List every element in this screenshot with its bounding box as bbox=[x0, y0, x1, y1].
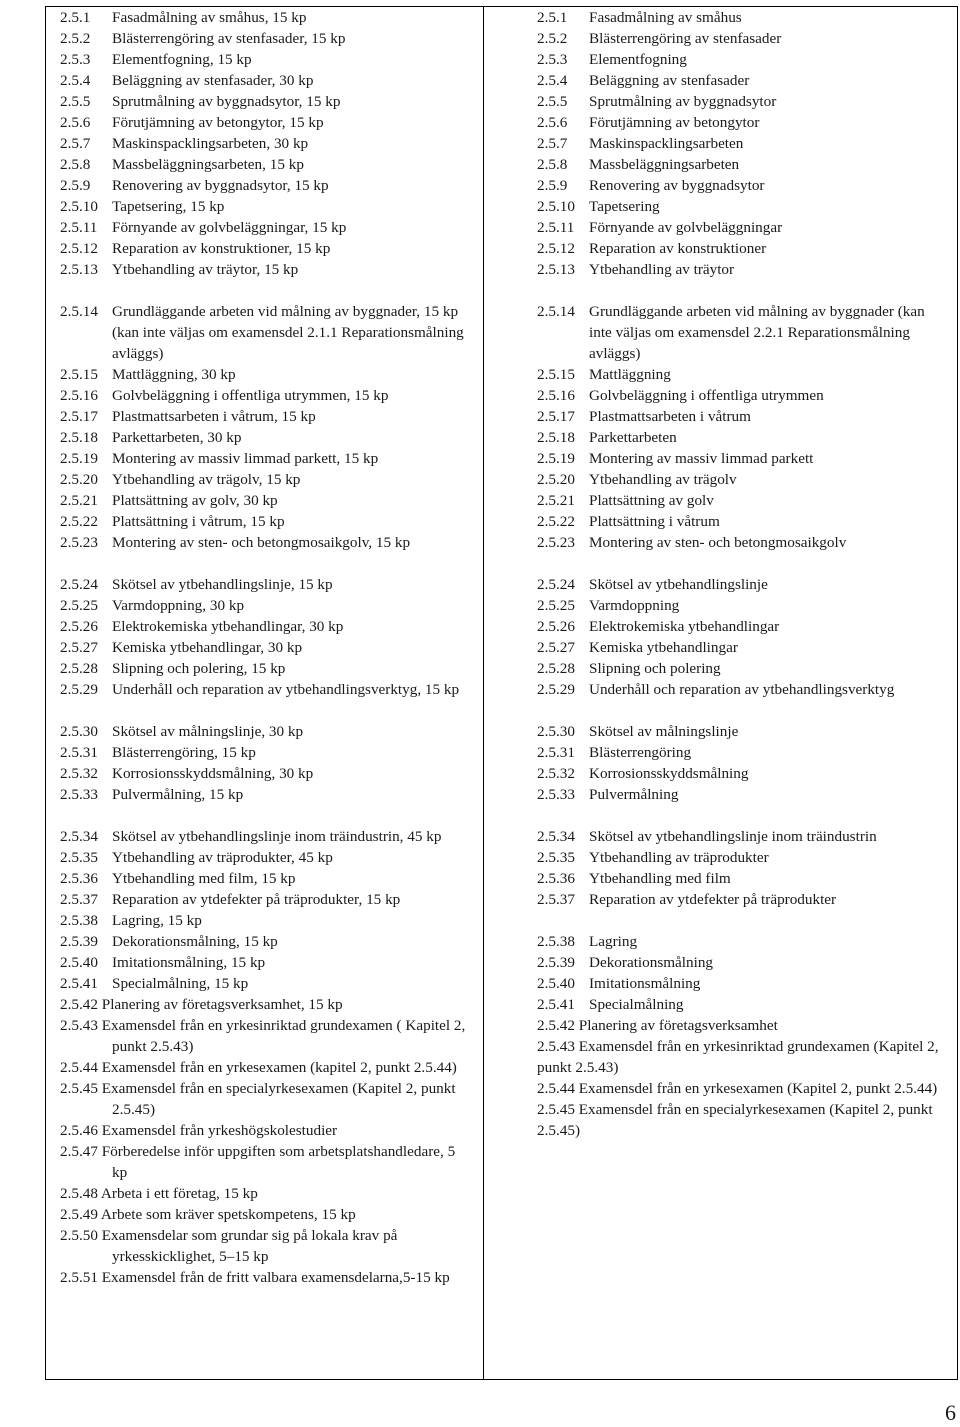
module-row bbox=[60, 889, 472, 910]
module-number: 2.5.5 bbox=[60, 93, 91, 110]
module-row bbox=[60, 1078, 472, 1120]
module-number: 2.5.34 bbox=[537, 828, 575, 845]
module-title: Varmdoppning bbox=[589, 597, 680, 614]
module-title: Golvbeläggning i offentliga utrymmen bbox=[589, 387, 824, 404]
module-row bbox=[537, 427, 947, 448]
module-row bbox=[60, 1015, 472, 1057]
module-number: 2.5.7 bbox=[537, 135, 568, 152]
module-row bbox=[60, 133, 472, 154]
module-row bbox=[60, 49, 472, 70]
module-number: 2.5.36 bbox=[537, 870, 575, 887]
module-number: 2.5.21 bbox=[537, 492, 575, 509]
module-number: 2.5.22 bbox=[60, 513, 98, 530]
column-divider bbox=[483, 6, 484, 1380]
module-number: 2.5.28 bbox=[60, 660, 98, 677]
module-text: 2.5.48 Arbeta i ett företag, 15 kp bbox=[60, 1185, 258, 1202]
module-row bbox=[60, 910, 472, 931]
module-title: Renovering av byggnadsytor bbox=[589, 177, 765, 194]
module-title: Kemiska ytbehandlingar, 30 kp bbox=[112, 639, 303, 656]
module-number: 2.5.38 bbox=[60, 912, 98, 929]
section-gap bbox=[537, 700, 947, 721]
module-title: Elektrokemiska ytbehandlingar bbox=[589, 618, 780, 635]
module-row bbox=[60, 406, 472, 427]
module-title: Montering av sten- och betongmosaikgolv bbox=[589, 534, 847, 551]
module-title: Pulvermålning, 15 kp bbox=[112, 786, 244, 803]
module-number: 2.5.29 bbox=[60, 681, 98, 698]
module-row bbox=[60, 574, 472, 595]
module-number: 2.5.18 bbox=[537, 429, 575, 446]
module-row bbox=[537, 637, 947, 658]
module-row bbox=[537, 679, 947, 700]
module-row bbox=[60, 1183, 472, 1204]
module-row bbox=[60, 1204, 472, 1225]
module-row bbox=[60, 91, 472, 112]
module-row bbox=[537, 889, 947, 910]
module-number: 2.5.27 bbox=[537, 639, 575, 656]
module-row bbox=[537, 112, 947, 133]
module-title: Sprutmålning av byggnadsytor, 15 kp bbox=[112, 93, 341, 110]
module-number: 2.5.32 bbox=[60, 765, 98, 782]
module-row bbox=[60, 784, 472, 805]
module-row bbox=[60, 952, 472, 973]
module-number: 2.5.6 bbox=[60, 114, 91, 131]
module-title: Lagring bbox=[589, 933, 638, 950]
module-row bbox=[60, 511, 472, 532]
module-row bbox=[537, 973, 947, 994]
module-title: Sprutmålning av byggnadsytor bbox=[589, 93, 777, 110]
module-title: Ytbehandling av trägolv, 15 kp bbox=[112, 471, 301, 488]
module-row bbox=[537, 721, 947, 742]
module-number: 2.5.31 bbox=[60, 744, 98, 761]
module-row bbox=[60, 217, 472, 238]
section-gap bbox=[537, 280, 947, 301]
module-number: 2.5.18 bbox=[60, 429, 98, 446]
module-title: Parkettarbeten, 30 kp bbox=[112, 429, 242, 446]
module-title: Golvbeläggning i offentliga utrymmen, 15 kp bbox=[112, 387, 389, 404]
module-number: 2.5.6 bbox=[537, 114, 568, 131]
module-number: 2.5.7 bbox=[60, 135, 91, 152]
module-row bbox=[537, 70, 947, 91]
module-title: Montering av massiv limmad parkett, 15 kp bbox=[112, 450, 379, 467]
section-gap bbox=[60, 553, 472, 574]
module-row bbox=[60, 1057, 472, 1078]
right-column bbox=[537, 7, 947, 1141]
module-number: 2.5.10 bbox=[60, 198, 98, 215]
module-text: 2.5.47 Förberedelse inför uppgiften som arbetsplatshandledare, 5 kp bbox=[60, 1143, 456, 1181]
module-row bbox=[537, 28, 947, 49]
module-row bbox=[537, 91, 947, 112]
module-title: Tapetsering bbox=[589, 198, 660, 215]
module-row bbox=[60, 154, 472, 175]
module-row bbox=[60, 532, 472, 553]
module-title: Blästerrengöring, 15 kp bbox=[112, 744, 256, 761]
module-row bbox=[537, 385, 947, 406]
module-row bbox=[60, 637, 472, 658]
module-row bbox=[60, 721, 472, 742]
module-row bbox=[537, 448, 947, 469]
module-row bbox=[537, 133, 947, 154]
module-title: Blästerrengöring av stenfasader bbox=[589, 30, 782, 47]
module-number: 2.5.14 bbox=[60, 303, 98, 320]
module-row bbox=[60, 490, 472, 511]
module-row bbox=[537, 658, 947, 679]
module-title: Ytbehandling med film, 15 kp bbox=[112, 870, 296, 887]
module-number: 2.5.20 bbox=[60, 471, 98, 488]
module-row bbox=[537, 868, 947, 889]
module-row bbox=[537, 154, 947, 175]
module-number: 2.5.17 bbox=[60, 408, 98, 425]
module-number: 2.5.36 bbox=[60, 870, 98, 887]
module-number: 2.5.3 bbox=[60, 51, 91, 68]
module-number: 2.5.35 bbox=[537, 849, 575, 866]
module-number: 2.5.19 bbox=[537, 450, 575, 467]
module-row bbox=[537, 1015, 947, 1036]
module-title: Mattläggning bbox=[589, 366, 671, 383]
module-title: Elektrokemiska ytbehandlingar, 30 kp bbox=[112, 618, 344, 635]
module-text: 2.5.42 Planering av företagsverksamhet, 15 kp bbox=[60, 996, 343, 1013]
module-title: Ytbehandling av trägolv bbox=[589, 471, 737, 488]
module-title: Blästerrengöring av stenfasader, 15 kp bbox=[112, 30, 346, 47]
module-number: 2.5.41 bbox=[537, 996, 575, 1013]
module-row bbox=[60, 1225, 472, 1267]
module-row bbox=[60, 868, 472, 889]
module-title: Imitationsmålning bbox=[589, 975, 701, 992]
module-number: 2.5.24 bbox=[537, 576, 575, 593]
module-title: Specialmålning, 15 kp bbox=[112, 975, 249, 992]
module-title: Plattsättning i våtrum, 15 kp bbox=[112, 513, 285, 530]
module-title: Elementfogning, 15 kp bbox=[112, 51, 252, 68]
module-row bbox=[537, 217, 947, 238]
module-number: 2.5.30 bbox=[537, 723, 575, 740]
module-number: 2.5.23 bbox=[60, 534, 98, 551]
module-number: 2.5.28 bbox=[537, 660, 575, 677]
module-row bbox=[60, 28, 472, 49]
module-row bbox=[537, 490, 947, 511]
module-number: 2.5.11 bbox=[60, 219, 98, 236]
module-row bbox=[60, 196, 472, 217]
module-number: 2.5.37 bbox=[537, 891, 575, 908]
module-row bbox=[60, 70, 472, 91]
module-row bbox=[537, 469, 947, 490]
module-number: 2.5.39 bbox=[537, 954, 575, 971]
module-title: Ytbehandling av träytor bbox=[589, 261, 735, 278]
module-number: 2.5.19 bbox=[60, 450, 98, 467]
module-text: 2.5.50 Examensdelar som grundar sig på lokala krav på yrkesskicklighet, 5–15 kp bbox=[60, 1227, 398, 1265]
module-text: 2.5.43 Examensdel från en yrkesinriktad grundexamen ( Kapitel 2, punkt 2.5.43) bbox=[60, 1017, 466, 1055]
module-title: Pulvermålning bbox=[589, 786, 679, 803]
module-title: Beläggning av stenfasader bbox=[589, 72, 750, 89]
module-number: 2.5.24 bbox=[60, 576, 98, 593]
module-row bbox=[60, 847, 472, 868]
module-number: 2.5.29 bbox=[537, 681, 575, 698]
module-title: Förutjämning av betongytor, 15 kp bbox=[112, 114, 324, 131]
module-row bbox=[60, 1267, 472, 1288]
module-text: 2.5.42 Planering av företagsverksamhet bbox=[537, 1017, 778, 1034]
module-row bbox=[60, 427, 472, 448]
module-title: Skötsel av ytbehandlingslinje bbox=[589, 576, 768, 593]
module-title: Elementfogning bbox=[589, 51, 687, 68]
section-gap bbox=[60, 700, 472, 721]
module-row bbox=[60, 931, 472, 952]
module-row bbox=[537, 7, 947, 28]
module-title: Mattläggning, 30 kp bbox=[112, 366, 236, 383]
module-text: 2.5.51 Examensdel från de fritt valbara examensdelarna,5-15 kp bbox=[60, 1269, 450, 1286]
module-text: 2.5.44 Examensdel från en yrkesexamen (Kapitel 2, punkt 2.5.44) bbox=[537, 1080, 938, 1097]
module-title: Slipning och polering bbox=[589, 660, 721, 677]
module-number: 2.5.16 bbox=[60, 387, 98, 404]
module-row bbox=[60, 469, 472, 490]
module-row bbox=[60, 364, 472, 385]
module-number: 2.5.33 bbox=[60, 786, 98, 803]
module-number: 2.5.9 bbox=[537, 177, 568, 194]
module-number: 2.5.38 bbox=[537, 933, 575, 950]
module-row bbox=[537, 826, 947, 847]
module-number: 2.5.14 bbox=[537, 303, 575, 320]
section-gap bbox=[60, 280, 472, 301]
module-text: 2.5.43 Examensdel från en yrkesinriktad grundexamen (Kapitel 2, punkt 2.5.43) bbox=[537, 1038, 939, 1076]
module-number: 2.5.15 bbox=[60, 366, 98, 383]
module-title: Grundläggande arbeten vid målning av byggnader (kan inte väljas om examensdel 2.2.1 Reparationsmålning avläggs) bbox=[589, 303, 925, 362]
module-title: Ytbehandling av träytor, 15 kp bbox=[112, 261, 299, 278]
module-number: 2.5.30 bbox=[60, 723, 98, 740]
module-row bbox=[60, 616, 472, 637]
module-row bbox=[537, 847, 947, 868]
module-row bbox=[60, 301, 472, 364]
module-title: Reparation av konstruktioner, 15 kp bbox=[112, 240, 331, 257]
module-title: Tapetsering, 15 kp bbox=[112, 198, 225, 215]
module-title: Montering av massiv limmad parkett bbox=[589, 450, 814, 467]
module-title: Blästerrengöring bbox=[589, 744, 692, 761]
module-row bbox=[537, 784, 947, 805]
section-gap bbox=[537, 805, 947, 826]
module-row bbox=[537, 1099, 947, 1141]
module-number: 2.5.2 bbox=[537, 30, 568, 47]
module-number: 2.5.11 bbox=[537, 219, 575, 236]
module-text: 2.5.46 Examensdel från yrkeshögskolestudier bbox=[60, 1122, 338, 1139]
module-number: 2.5.26 bbox=[60, 618, 98, 635]
module-text: 2.5.49 Arbete som kräver spetskompetens, 15 kp bbox=[60, 1206, 356, 1223]
module-row bbox=[537, 616, 947, 637]
module-number: 2.5.41 bbox=[60, 975, 98, 992]
module-text: 2.5.45 Examensdel från en specialyrkesexamen (Kapitel 2, punkt 2.5.45) bbox=[537, 1101, 933, 1139]
module-title: Skötsel av ytbehandlingslinje, 15 kp bbox=[112, 576, 333, 593]
module-row bbox=[60, 595, 472, 616]
module-row bbox=[537, 175, 947, 196]
module-title: Ytbehandling av träprodukter, 45 kp bbox=[112, 849, 333, 866]
module-row bbox=[537, 364, 947, 385]
module-number: 2.5.39 bbox=[60, 933, 98, 950]
module-row bbox=[60, 679, 472, 700]
module-title: Plastmattsarbeten i våtrum, 15 kp bbox=[112, 408, 316, 425]
section-gap bbox=[60, 805, 472, 826]
module-row bbox=[60, 112, 472, 133]
module-title: Montering av sten- och betongmosaikgolv, 15 kp bbox=[112, 534, 411, 551]
module-title: Lagring, 15 kp bbox=[112, 912, 202, 929]
module-number: 2.5.22 bbox=[537, 513, 575, 530]
module-number: 2.5.10 bbox=[537, 198, 575, 215]
module-title: Ytbehandling med film bbox=[589, 870, 731, 887]
module-row bbox=[537, 1036, 947, 1078]
module-title: Ytbehandling av träprodukter bbox=[589, 849, 769, 866]
module-row bbox=[537, 532, 947, 553]
module-number: 2.5.20 bbox=[537, 471, 575, 488]
module-title: Reparation av konstruktioner bbox=[589, 240, 767, 257]
module-title: Dekorationsmålning, 15 kp bbox=[112, 933, 278, 950]
module-number: 2.5.26 bbox=[537, 618, 575, 635]
module-title: Reparation av ytdefekter på träprodukter bbox=[589, 891, 837, 908]
module-number: 2.5.13 bbox=[537, 261, 575, 278]
module-number: 2.5.25 bbox=[60, 597, 98, 614]
module-row bbox=[60, 259, 472, 280]
module-number: 2.5.23 bbox=[537, 534, 575, 551]
module-number: 2.5.35 bbox=[60, 849, 98, 866]
module-row bbox=[60, 175, 472, 196]
module-row bbox=[537, 238, 947, 259]
module-number: 2.5.40 bbox=[537, 975, 575, 992]
module-number: 2.5.27 bbox=[60, 639, 98, 656]
module-text: 2.5.45 Examensdel från en specialyrkesexamen (Kapitel 2, punkt 2.5.45) bbox=[60, 1080, 456, 1118]
module-row bbox=[60, 742, 472, 763]
module-row bbox=[60, 994, 472, 1015]
module-title: Varmdoppning, 30 kp bbox=[112, 597, 245, 614]
module-title: Grundläggande arbeten vid målning av byggnader, 15 kp (kan inte väljas om examensdel 2.1.1 Reparationsmålning avläggs) bbox=[112, 303, 464, 362]
module-title: Specialmålning bbox=[589, 996, 684, 1013]
module-number: 2.5.1 bbox=[60, 9, 91, 26]
module-title: Förutjämning av betongytor bbox=[589, 114, 760, 131]
module-row bbox=[60, 7, 472, 28]
module-number: 2.5.37 bbox=[60, 891, 98, 908]
module-title: Dekorationsmålning bbox=[589, 954, 714, 971]
module-row bbox=[537, 595, 947, 616]
section-gap bbox=[537, 910, 947, 931]
module-row bbox=[60, 1141, 472, 1183]
module-title: Plattsättning av golv bbox=[589, 492, 714, 509]
module-title: Kemiska ytbehandlingar bbox=[589, 639, 738, 656]
module-row bbox=[537, 511, 947, 532]
module-number: 2.5.5 bbox=[537, 93, 568, 110]
module-number: 2.5.2 bbox=[60, 30, 91, 47]
module-row bbox=[537, 49, 947, 70]
module-title: Maskinspacklingsarbeten bbox=[589, 135, 744, 152]
module-title: Skötsel av målningslinje bbox=[589, 723, 739, 740]
module-number: 2.5.21 bbox=[60, 492, 98, 509]
module-number: 2.5.40 bbox=[60, 954, 98, 971]
module-title: Imitationsmålning, 15 kp bbox=[112, 954, 266, 971]
module-number: 2.5.12 bbox=[537, 240, 575, 257]
module-title: Skötsel av ytbehandlingslinje inom träindustrin bbox=[589, 828, 877, 845]
module-number: 2.5.9 bbox=[60, 177, 91, 194]
module-row bbox=[60, 826, 472, 847]
module-title: Massbeläggningsarbeten, 15 kp bbox=[112, 156, 304, 173]
module-row bbox=[60, 385, 472, 406]
module-row bbox=[537, 196, 947, 217]
module-row bbox=[60, 448, 472, 469]
module-row bbox=[60, 238, 472, 259]
module-row bbox=[60, 1120, 472, 1141]
module-number: 2.5.17 bbox=[537, 408, 575, 425]
module-number: 2.5.4 bbox=[60, 72, 91, 89]
module-row bbox=[537, 259, 947, 280]
module-row bbox=[537, 742, 947, 763]
module-title: Underhåll och reparation av ytbehandlingsverktyg, 15 kp bbox=[112, 681, 460, 698]
module-title: Beläggning av stenfasader, 30 kp bbox=[112, 72, 314, 89]
module-number: 2.5.8 bbox=[537, 156, 568, 173]
module-title: Renovering av byggnadsytor, 15 kp bbox=[112, 177, 329, 194]
module-title: Skötsel av målningslinje, 30 kp bbox=[112, 723, 304, 740]
page-number: 6 bbox=[945, 1400, 956, 1425]
module-title: Förnyande av golvbeläggningar, 15 kp bbox=[112, 219, 347, 236]
module-title: Plastmattsarbeten i våtrum bbox=[589, 408, 751, 425]
module-title: Förnyande av golvbeläggningar bbox=[589, 219, 783, 236]
left-column bbox=[60, 7, 472, 1288]
module-title: Skötsel av ytbehandlingslinje inom träindustrin, 45 kp bbox=[112, 828, 442, 845]
module-title: Underhåll och reparation av ytbehandlingsverktyg bbox=[589, 681, 895, 698]
section-gap bbox=[537, 553, 947, 574]
module-row bbox=[537, 931, 947, 952]
module-row bbox=[60, 763, 472, 784]
module-title: Massbeläggningsarbeten bbox=[589, 156, 740, 173]
module-number: 2.5.1 bbox=[537, 9, 568, 26]
module-title: Parkettarbeten bbox=[589, 429, 677, 446]
module-number: 2.5.13 bbox=[60, 261, 98, 278]
module-number: 2.5.31 bbox=[537, 744, 575, 761]
module-number: 2.5.32 bbox=[537, 765, 575, 782]
module-row bbox=[537, 574, 947, 595]
module-number: 2.5.15 bbox=[537, 366, 575, 383]
module-row bbox=[537, 406, 947, 427]
module-number: 2.5.8 bbox=[60, 156, 91, 173]
module-title: Fasadmålning av småhus bbox=[589, 9, 742, 26]
module-row bbox=[60, 658, 472, 679]
module-title: Plattsättning av golv, 30 kp bbox=[112, 492, 278, 509]
module-title: Slipning och polering, 15 kp bbox=[112, 660, 286, 677]
module-text: 2.5.44 Examensdel från en yrkesexamen (kapitel 2, punkt 2.5.44) bbox=[60, 1059, 457, 1076]
module-title: Maskinspacklingsarbeten, 30 kp bbox=[112, 135, 309, 152]
module-title: Reparation av ytdefekter på träprodukter, 15 kp bbox=[112, 891, 401, 908]
module-title: Korrosionsskyddsmålning, 30 kp bbox=[112, 765, 314, 782]
module-row bbox=[60, 973, 472, 994]
module-row bbox=[537, 763, 947, 784]
module-row bbox=[537, 301, 947, 364]
module-number: 2.5.16 bbox=[537, 387, 575, 404]
module-row bbox=[537, 1078, 947, 1099]
module-number: 2.5.4 bbox=[537, 72, 568, 89]
module-title: Fasadmålning av småhus, 15 kp bbox=[112, 9, 307, 26]
module-row bbox=[537, 994, 947, 1015]
module-number: 2.5.34 bbox=[60, 828, 98, 845]
module-number: 2.5.3 bbox=[537, 51, 568, 68]
module-number: 2.5.33 bbox=[537, 786, 575, 803]
module-row bbox=[537, 952, 947, 973]
module-number: 2.5.12 bbox=[60, 240, 98, 257]
module-title: Korrosionsskyddsmålning bbox=[589, 765, 749, 782]
module-title: Plattsättning i våtrum bbox=[589, 513, 720, 530]
module-number: 2.5.25 bbox=[537, 597, 575, 614]
